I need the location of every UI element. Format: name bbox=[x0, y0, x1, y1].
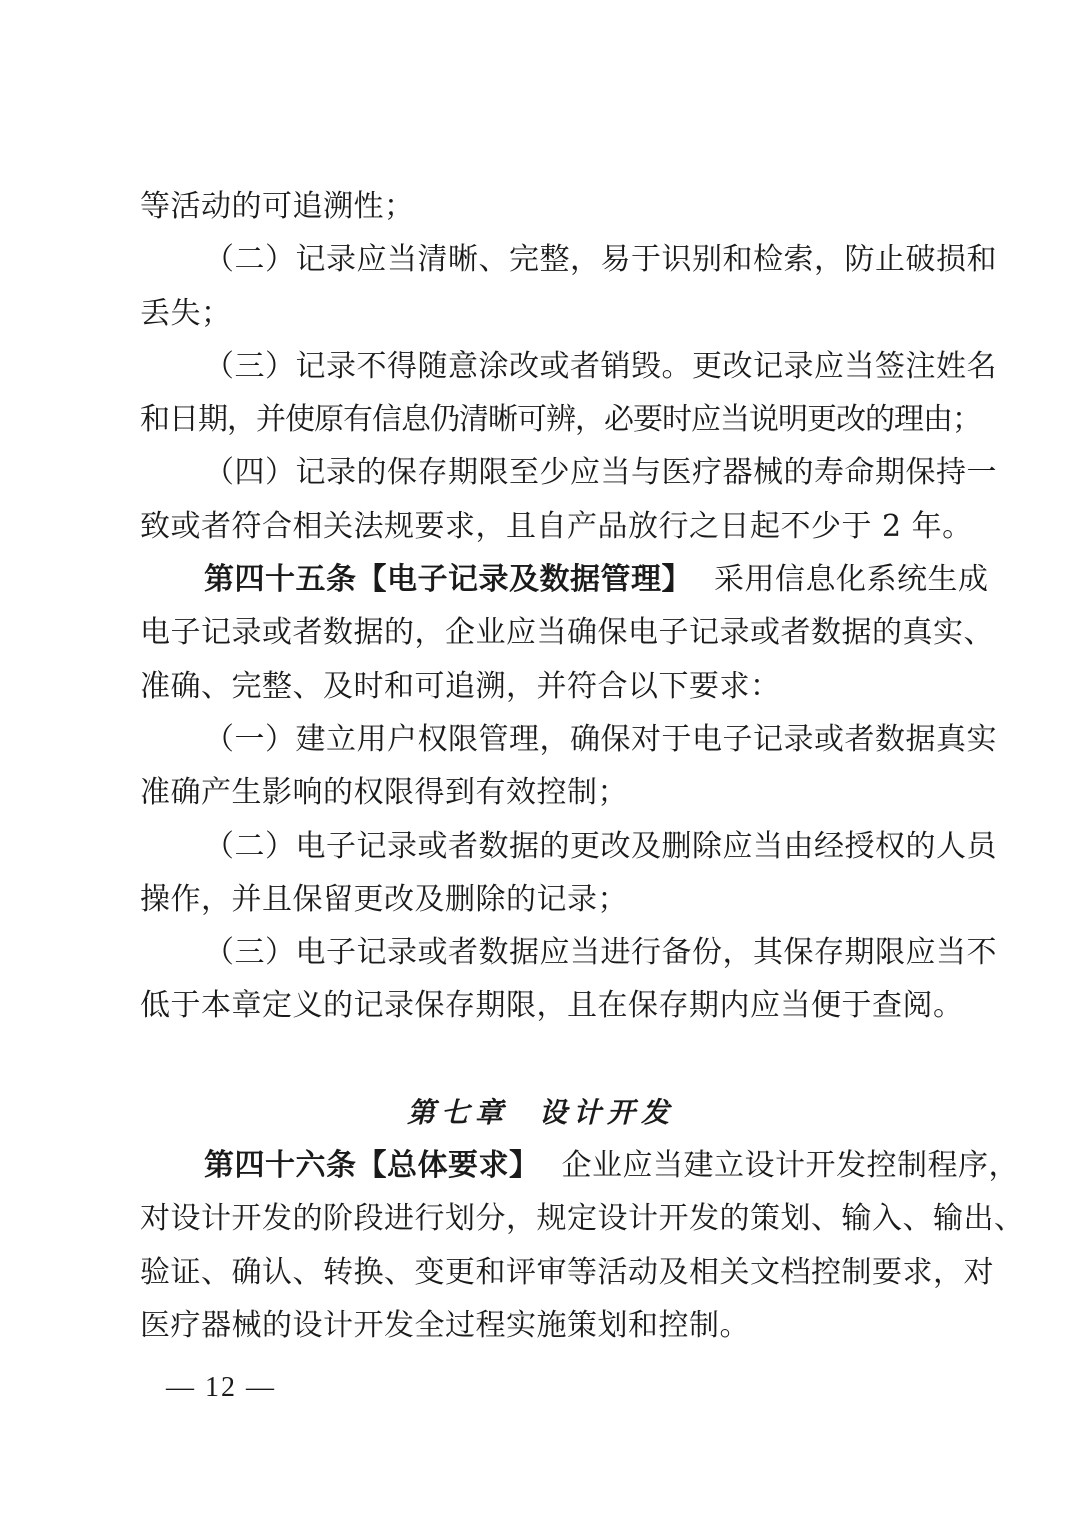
text-line: 验证、确认、转换、变更和评审等活动及相关文档控制要求，对 bbox=[140, 1254, 994, 1290]
text-line: 对设计开发的阶段进行划分，规定设计开发的策划、输入、输出、 bbox=[140, 1201, 1025, 1237]
article-46-first-line bbox=[140, 1139, 1020, 1192]
article-46-text: 企业应当建立设计开发控制程序， bbox=[561, 1148, 1020, 1184]
chapter-heading bbox=[140, 1086, 942, 1139]
text-line: 致或者符合相关法规要求，且自产品放行之日起不少于 2 年。 bbox=[140, 508, 973, 544]
article-45-first-line bbox=[140, 553, 989, 606]
text-line: 医疗器械的设计开发全过程实施策划和控制。 bbox=[140, 1307, 750, 1343]
document-page bbox=[140, 180, 1025, 1352]
chapter-number: 第七章 bbox=[406, 1095, 509, 1129]
text-line: 准确、完整、及时和可追溯，并符合以下要求： bbox=[140, 668, 781, 704]
text-line: 电子记录或者数据的，企业应当确保电子记录或者数据的真实、 bbox=[140, 615, 994, 651]
text-line: 操作，并且保留更改及删除的记录； bbox=[140, 881, 628, 917]
text-line: （三）电子记录或者数据应当进行备份，其保存期限应当不 bbox=[204, 935, 997, 971]
text-line: （三）记录不得随意涂改或者销毁。更改记录应当签注姓名 bbox=[204, 348, 997, 384]
text-line: （四）记录的保存期限至少应当与医疗器械的寿命期保持一 bbox=[204, 455, 997, 491]
text-line: （一）建立用户权限管理，确保对于电子记录或者数据真实 bbox=[204, 721, 997, 757]
text-line: （二）记录应当清晰、完整，易于识别和检索，防止破损和 bbox=[204, 242, 997, 278]
article-45-text: 采用信息化系统生成 bbox=[714, 562, 989, 598]
page-number: — 12 — bbox=[166, 1372, 276, 1403]
text-line: 丢失； bbox=[140, 295, 232, 331]
text-line: 低于本章定义的记录保存期限，且在保存期内应当便于查阅。 bbox=[140, 988, 964, 1024]
article-45-heading: 第四十五条【电子记录及数据管理】 bbox=[204, 562, 692, 598]
text-line: 等活动的可追溯性； bbox=[140, 189, 415, 224]
chapter-title: 设计开发 bbox=[539, 1095, 676, 1129]
text-line: 准确产生影响的权限得到有效控制； bbox=[140, 775, 628, 811]
article-46-heading: 第四十六条【总体要求】 bbox=[204, 1148, 540, 1184]
text-line: （二）电子记录或者数据的更改及删除应当由经授权的人员 bbox=[204, 828, 997, 864]
text-line: 和日期，并使原有信息仍清晰可辨，必要时应当说明更改的理由； bbox=[140, 402, 981, 438]
